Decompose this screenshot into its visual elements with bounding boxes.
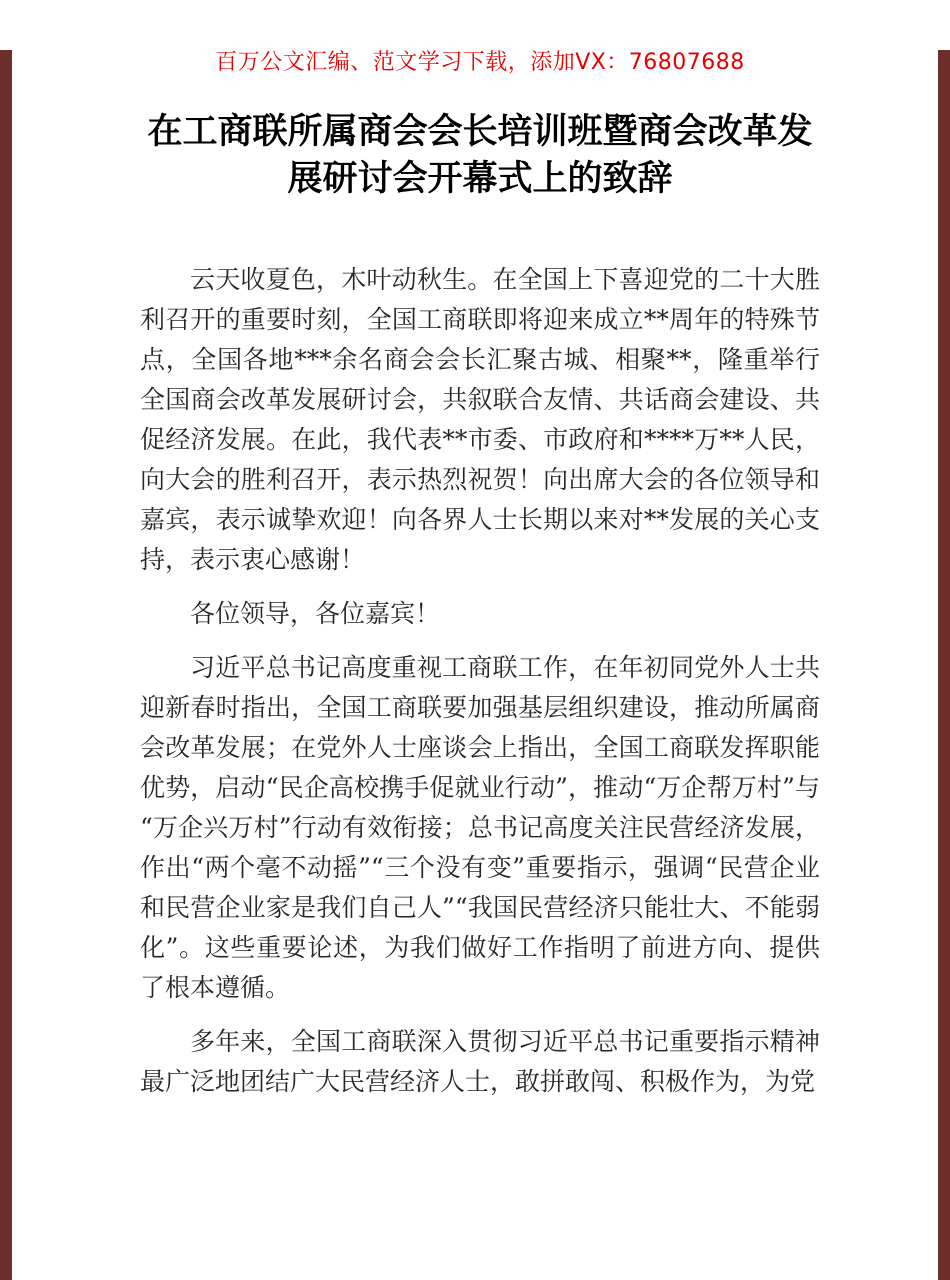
document-page — [0, 50, 950, 1280]
page-side-border-left — [0, 50, 12, 1280]
page-side-border-right — [938, 50, 950, 1280]
document-body — [140, 260, 820, 1102]
paragraph-xi-remarks: 习近平总书记高度重视工商联工作，在年初同党外人士共迎新春时指出，全国工商联要加强基层组织建设，推动所属商会改革发展；在党外人士座谈会上指出，全国工商联发挥职能优势，启动“民企高校携手促就业行动”，推动“万企帮万村”与“万企兴万村”行动有效衔接；总书记高度关注民营经济发展，作出“两个毫不动摇”“三个没有变”重要指示，强调“民营企业和民营企业家是我们自己人”“我国民营经济只能壮大、不能弱化”。这些重要论述，为我们做好工作指明了前进方向、提供了根本遵循。 — [140, 653, 820, 1002]
document-title-line1: 在工商联所属商会会长培训班暨商会改革发 — [147, 111, 813, 152]
paragraph-opening: 云天收夏色，木叶动秋生。在全国上下喜迎党的二十大胜利召开的重要时刻，全国工商联即将迎来成立**周年的特殊节点，全国各地***余名商会会长汇聚古城、相聚**，隆重举行全国商会改革发展研讨会，共叙联合友情、共话商会建设、共促经济发展。在此，我代表**市委、市政府和****万**人民，向大会的胜利召开，表示热烈祝贺！向出席大会的各位领导和嘉宾，表示诚挚欢迎！向各界人士长期以来对**发展的关心支持，表示衷心感谢！ — [140, 265, 820, 574]
paragraph-salutation: 各位领导，各位嘉宾！ — [190, 599, 441, 628]
paragraph-years-summary: 多年来，全国工商联深入贯彻习近平总书记重要指示精神最广泛地团结广大民营经济人士，敢拼敢闯、积极作为，为党 — [140, 1027, 820, 1096]
promo-header-text: 百万公文汇编、范文学习下载，添加VX：76807688 — [215, 50, 745, 75]
document-title-line2: 展研讨会开幕式上的致辞 — [287, 158, 673, 199]
document-title — [140, 108, 820, 202]
